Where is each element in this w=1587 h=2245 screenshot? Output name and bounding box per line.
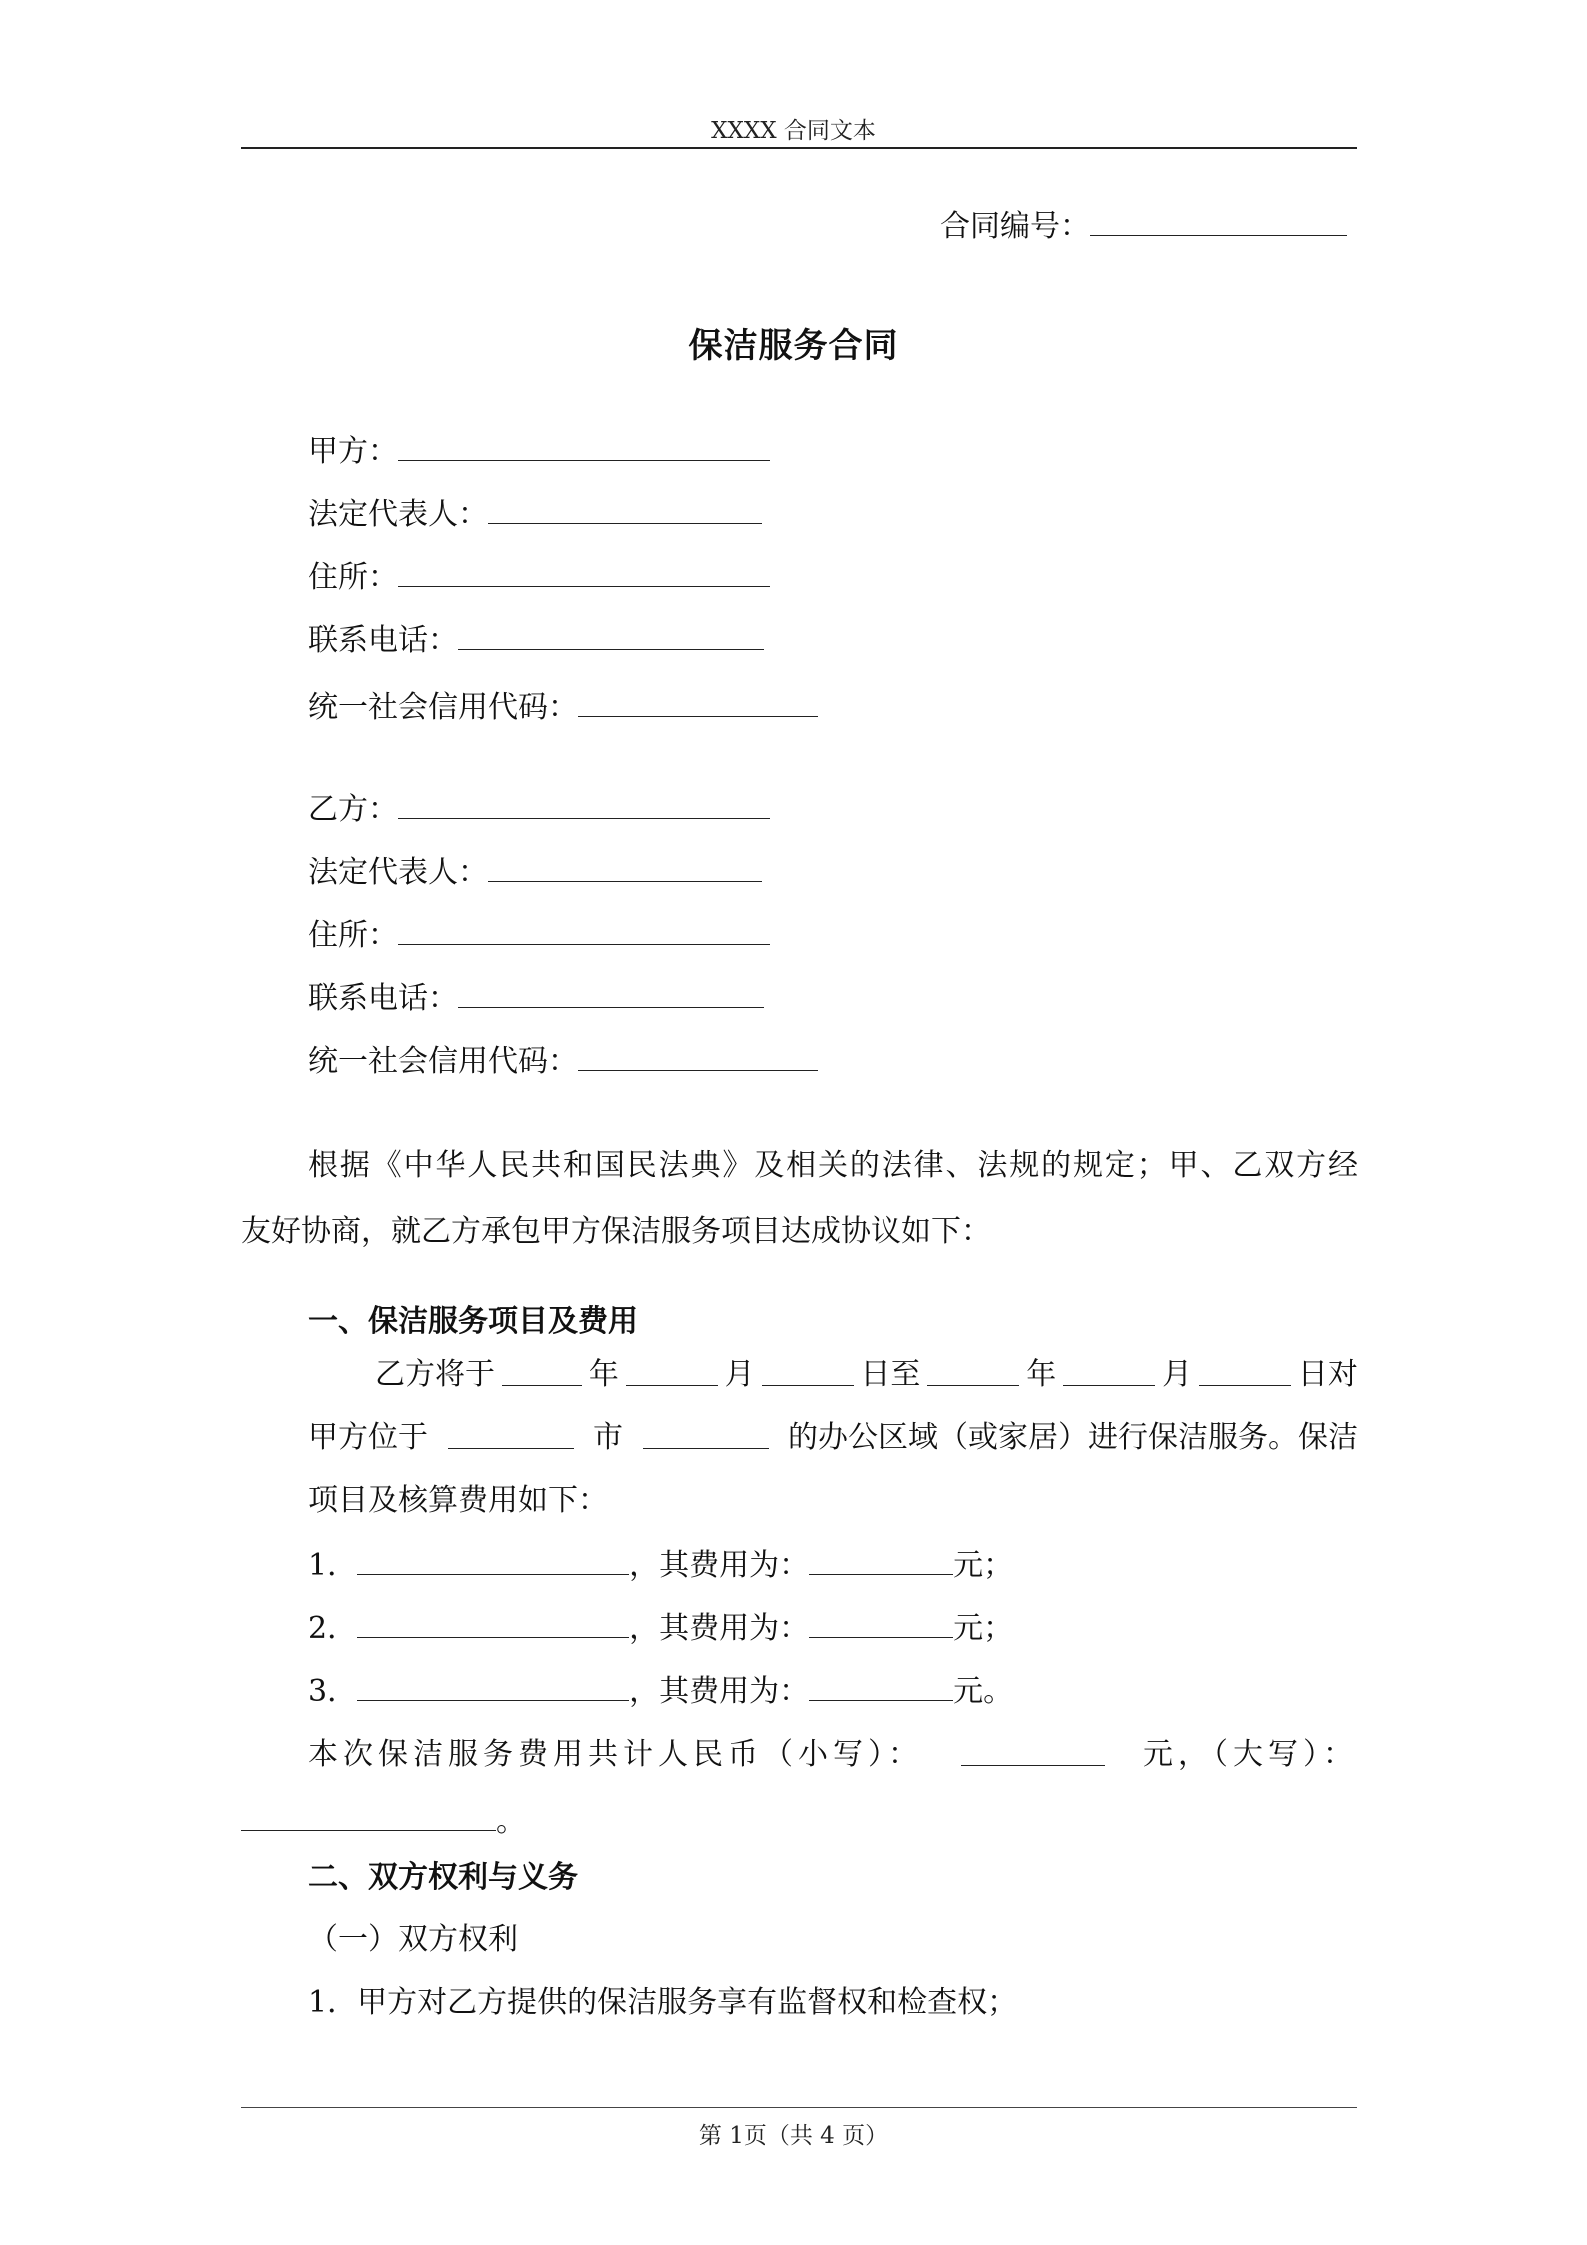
- section-2-item-1: 1．甲方对乙方提供的保洁服务享有监督权和检查权；: [308, 1985, 1018, 2020]
- contract-number-blank[interactable]: [1090, 205, 1347, 236]
- party-a-address-blank[interactable]: [398, 556, 770, 587]
- fee-item-label: ，其费用为：: [629, 1611, 810, 1646]
- section-1-heading: 一、保洁服务项目及费用: [308, 1304, 638, 1339]
- fee-item-3: [308, 1670, 1013, 1712]
- party-a-rep-blank[interactable]: [488, 493, 762, 524]
- total-fee-row: [308, 1735, 1358, 1775]
- fee-item-number: 3．: [308, 1674, 358, 1709]
- party-b-phone-blank[interactable]: [458, 977, 764, 1008]
- end-month-label: 月: [1162, 1357, 1193, 1392]
- party-b-address-row: [308, 914, 770, 956]
- total-prefix: 本次保洁服务费用共计人民币（小写）：: [308, 1737, 923, 1772]
- location-suffix: 的办公区域（或家居）进行保洁服务。保洁: [788, 1420, 1358, 1455]
- period-prefix: 乙方将于: [375, 1357, 495, 1392]
- party-a-phone-blank[interactable]: [458, 619, 764, 650]
- party-a-name-blank[interactable]: [398, 430, 770, 461]
- party-b-name-label: 乙方：: [308, 792, 398, 827]
- fee-item-number: 1．: [308, 1548, 358, 1583]
- page-number: 第 1页（共 4 页）: [698, 2123, 889, 2149]
- total-mid: 元，（大写）：: [1143, 1737, 1358, 1772]
- running-header: XXXX 合同文本: [711, 118, 876, 144]
- party-a-rep-row: [308, 493, 762, 535]
- fee-item-amount-blank[interactable]: [809, 1544, 953, 1575]
- fee-item-1: [308, 1544, 1013, 1586]
- party-a-rep-label: 法定代表人：: [308, 497, 488, 532]
- start-month-label: 月: [724, 1357, 755, 1392]
- party-b-name-row: [308, 788, 770, 830]
- party-a-address-row: [308, 556, 770, 598]
- end-month-blank[interactable]: [1063, 1355, 1155, 1386]
- party-a-credit-code-label: 统一社会信用代码：: [308, 690, 578, 725]
- day-to-label: 日至: [860, 1357, 921, 1392]
- contract-number-row: [940, 205, 1347, 247]
- party-b-credit-code-blank[interactable]: [578, 1040, 818, 1071]
- party-b-rep-label: 法定代表人：: [308, 855, 488, 890]
- fee-item-2: [308, 1607, 1013, 1649]
- end-day-blank[interactable]: [1199, 1355, 1291, 1386]
- start-year-label: 年: [588, 1357, 619, 1392]
- items-intro: 项目及核算费用如下：: [308, 1483, 608, 1518]
- end-year-label: 年: [1026, 1357, 1057, 1392]
- contract-number-label: 合同编号：: [940, 209, 1090, 244]
- party-a-name-row: [308, 430, 770, 472]
- fee-item-label: ，其费用为：: [629, 1674, 810, 1709]
- fee-item-amount-blank[interactable]: [809, 1670, 953, 1701]
- fee-item-unit: 元。: [953, 1674, 1014, 1709]
- fee-item-amount-blank[interactable]: [809, 1607, 953, 1638]
- total-uppercase-blank[interactable]: [241, 1800, 496, 1831]
- party-b-credit-code-label: 统一社会信用代码：: [308, 1044, 578, 1079]
- fee-item-unit: 元；: [953, 1548, 1014, 1583]
- party-b-rep-row: [308, 851, 762, 893]
- location-blank-1[interactable]: [448, 1418, 574, 1449]
- city-label: 市: [593, 1420, 623, 1455]
- party-b-phone-label: 联系电话：: [308, 981, 458, 1016]
- party-b-rep-blank[interactable]: [488, 851, 762, 882]
- start-day-blank[interactable]: [762, 1355, 854, 1386]
- service-location-row: [308, 1418, 1358, 1458]
- party-b-address-blank[interactable]: [398, 914, 770, 945]
- fee-item-number: 2．: [308, 1611, 358, 1646]
- footer-divider: [241, 2107, 1357, 2108]
- fee-item-name-blank[interactable]: [357, 1607, 629, 1638]
- total-uppercase-row: [241, 1800, 526, 1842]
- start-month-blank[interactable]: [626, 1355, 718, 1386]
- location-prefix: 甲方位于: [308, 1420, 428, 1455]
- party-a-phone-label: 联系电话：: [308, 623, 458, 658]
- fee-item-label: ，其费用为：: [629, 1548, 810, 1583]
- preamble-line-1: 根据《中华人民共和国民法典》及相关的法律、法规的规定；甲、乙双方经: [308, 1148, 1358, 1183]
- party-b-phone-row: [308, 977, 764, 1019]
- party-a-name-label: 甲方：: [308, 434, 398, 469]
- header-divider: [241, 147, 1357, 149]
- party-b-credit-code-row: [308, 1040, 818, 1082]
- section-2-heading: 二、双方权利与义务: [308, 1860, 578, 1895]
- end-year-blank[interactable]: [927, 1355, 1019, 1386]
- party-b-address-label: 住所：: [308, 918, 398, 953]
- section-2-subheading: （一）双方权利: [308, 1922, 518, 1957]
- fee-item-unit: 元；: [953, 1611, 1014, 1646]
- party-a-credit-code-blank[interactable]: [578, 686, 818, 717]
- preamble-line-2: 友好协商，就乙方承包甲方保洁服务项目达成协议如下：: [241, 1214, 991, 1249]
- party-a-phone-row: [308, 619, 764, 661]
- service-period-row: [375, 1355, 1358, 1395]
- party-a-address-label: 住所：: [308, 560, 398, 595]
- day-end-label: 日对: [1297, 1357, 1358, 1392]
- fee-item-name-blank[interactable]: [357, 1670, 629, 1701]
- document-title: 保洁服务合同: [688, 326, 899, 366]
- start-year-blank[interactable]: [502, 1355, 582, 1386]
- party-a-credit-code-row: [308, 686, 818, 728]
- fee-item-name-blank[interactable]: [357, 1544, 629, 1575]
- party-b-name-blank[interactable]: [398, 788, 770, 819]
- total-end: 。: [496, 1804, 526, 1839]
- location-blank-2[interactable]: [643, 1418, 769, 1449]
- total-lowercase-blank[interactable]: [961, 1735, 1105, 1766]
